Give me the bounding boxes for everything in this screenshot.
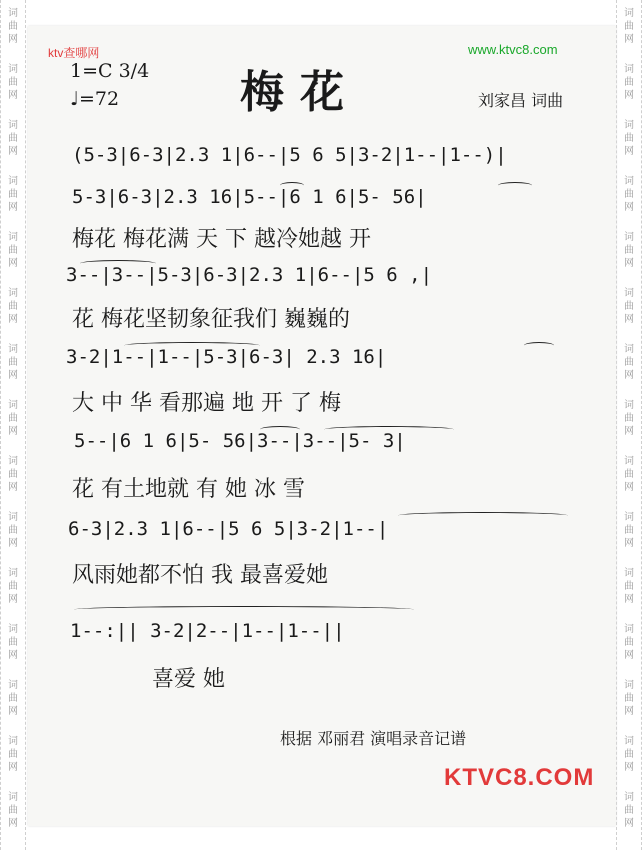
lyrics-line: 喜爱 她 (152, 667, 225, 692)
watermark-glyph: 网 (624, 650, 634, 661)
watermark-glyph: 词 (8, 120, 18, 131)
watermark-glyph: 词 (624, 120, 634, 131)
watermark-glyph: 网 (8, 426, 18, 437)
watermark-glyph: 词 (8, 512, 18, 523)
watermark-glyph: 曲 (8, 637, 18, 648)
watermark-glyph: 词 (624, 8, 634, 19)
watermark-glyph: 曲 (624, 301, 634, 312)
tie-arc (260, 426, 300, 433)
watermark-glyph: 曲 (8, 413, 18, 424)
watermark-glyph: 曲 (624, 77, 634, 88)
watermark-glyph: 网 (8, 594, 18, 605)
watermark-glyph: 曲 (624, 21, 634, 32)
watermark-glyph: 网 (624, 706, 634, 717)
watermark-glyph: 曲 (8, 525, 18, 536)
watermark-glyph: 网 (8, 706, 18, 717)
score-notes-line: 5--|6 1 6|5- 56|3--|3--|5- 3| (74, 430, 406, 452)
watermark-glyph: 词 (8, 456, 18, 467)
watermark-glyph: 曲 (624, 189, 634, 200)
watermark-glyph: 网 (8, 202, 18, 213)
watermark-glyph: 网 (8, 538, 18, 549)
watermark-glyph: 词 (624, 792, 634, 803)
lyrics-line: 花 梅花坚韧象征我们 巍巍的 (72, 307, 350, 332)
watermark-glyph: 网 (624, 482, 634, 493)
watermark-glyph: 词 (624, 512, 634, 523)
watermark-glyph: 曲 (8, 581, 18, 592)
site-logo: KTVC8.COM (444, 764, 595, 791)
watermark-glyph: 网 (624, 594, 634, 605)
watermark-glyph: 词 (8, 8, 18, 19)
watermark-glyph: 曲 (8, 357, 18, 368)
watermark-glyph: 网 (8, 90, 18, 101)
watermark-glyph: 曲 (624, 693, 634, 704)
watermark-glyph: 网 (624, 370, 634, 381)
score-notes-line: 3--|3--|5-3|6-3|2.3 1|6--|5 6 ,| (66, 264, 433, 286)
right-watermark-strip (616, 0, 642, 850)
watermark-glyph: 网 (8, 370, 18, 381)
watermark-glyph: 词 (624, 64, 634, 75)
watermark-glyph: 网 (624, 202, 634, 213)
watermark-glyph: 词 (624, 232, 634, 243)
watermark-glyph: 网 (624, 762, 634, 773)
watermark-glyph: 网 (8, 146, 18, 157)
watermark-glyph: 曲 (8, 693, 18, 704)
watermark-glyph: 词 (8, 680, 18, 691)
key-signature: 1=C 3/4 (70, 60, 150, 82)
song-title: 梅花 (240, 67, 360, 118)
watermark-glyph: 曲 (624, 357, 634, 368)
watermark-glyph: 网 (8, 34, 18, 45)
watermark-glyph: 词 (624, 400, 634, 411)
watermark-glyph: 曲 (8, 749, 18, 760)
watermark-glyph: 网 (624, 314, 634, 325)
watermark-glyph: 曲 (8, 469, 18, 480)
watermark-glyph: 词 (8, 344, 18, 355)
watermark-glyph: 词 (8, 624, 18, 635)
watermark-glyph: 曲 (8, 245, 18, 256)
watermark-glyph: 词 (8, 792, 18, 803)
tie-arc (498, 182, 532, 189)
score-notes-line: 5-3|6-3|2.3 16|5--|6 1 6|5- 56| (72, 186, 427, 208)
watermark-glyph: 词 (8, 64, 18, 75)
lyrics-line: 大 中 华 看那遍 地 开 了 梅 (72, 391, 341, 416)
watermark-glyph: 网 (8, 650, 18, 661)
watermark-glyph: 词 (8, 568, 18, 579)
watermark-glyph: 词 (8, 736, 18, 747)
tie-arc (398, 512, 568, 519)
watermark-glyph: 网 (8, 482, 18, 493)
watermark-glyph: 曲 (624, 525, 634, 536)
watermark-glyph: 网 (624, 818, 634, 829)
watermark-glyph: 曲 (8, 133, 18, 144)
watermark-glyph: 曲 (624, 469, 634, 480)
site-tag[interactable]: ktv查哪网 (48, 46, 100, 60)
repeat-bracket (74, 606, 414, 613)
tie-arc (524, 342, 554, 349)
tie-arc (324, 426, 454, 433)
watermark-glyph: 网 (624, 90, 634, 101)
watermark-glyph: 网 (8, 762, 18, 773)
watermark-glyph: 网 (8, 818, 18, 829)
watermark-glyph: 曲 (8, 189, 18, 200)
tie-arc (280, 182, 304, 189)
watermark-glyph: 曲 (8, 77, 18, 88)
score-notes-line: 3-2|1--|1--|5-3|6-3| 2.3 16| (66, 346, 387, 368)
tie-arc (80, 260, 156, 267)
watermark-glyph: 网 (624, 258, 634, 269)
tie-arc (124, 342, 260, 349)
watermark-glyph: 曲 (624, 245, 634, 256)
watermark-glyph: 曲 (624, 805, 634, 816)
watermark-glyph: 词 (624, 344, 634, 355)
watermark-glyph: 曲 (624, 637, 634, 648)
score-notes-line: (5-3|6-3|2.3 1|6--|5 6 5|3-2|1--|1--)| (72, 144, 507, 166)
watermark-glyph: 网 (624, 146, 634, 157)
watermark-glyph: 词 (624, 680, 634, 691)
score-notes-line: 6-3|2.3 1|6--|5 6 5|3-2|1--| (68, 518, 389, 540)
watermark-glyph: 网 (624, 426, 634, 437)
tempo-marking: ♩=72 (70, 88, 120, 110)
watermark-glyph: 曲 (624, 581, 634, 592)
watermark-glyph: 网 (8, 314, 18, 325)
watermark-glyph: 词 (624, 288, 634, 299)
watermark-glyph: 词 (624, 736, 634, 747)
left-watermark-strip (0, 0, 26, 850)
watermark-glyph: 曲 (624, 133, 634, 144)
watermark-glyph: 词 (8, 176, 18, 187)
watermark-glyph: 词 (8, 288, 18, 299)
watermark-glyph: 网 (624, 34, 634, 45)
watermark-glyph: 词 (624, 624, 634, 635)
watermark-glyph: 网 (8, 258, 18, 269)
watermark-glyph: 词 (624, 568, 634, 579)
watermark-glyph: 词 (624, 176, 634, 187)
watermark-glyph: 曲 (624, 413, 634, 424)
score-sheet (28, 26, 616, 826)
watermark-glyph: 网 (624, 538, 634, 549)
watermark-glyph: 词 (8, 400, 18, 411)
composer-credit: 刘家昌 词曲 (478, 91, 564, 110)
site-url[interactable]: www.ktvc8.com (468, 42, 558, 57)
watermark-glyph: 曲 (8, 21, 18, 32)
score-notes-line: 1--:|| 3-2|2--|1--|1--|| (70, 620, 345, 642)
watermark-glyph: 曲 (8, 805, 18, 816)
lyrics-line: 风雨她都不怕 我 最喜爱她 (72, 563, 328, 588)
watermark-glyph: 词 (8, 232, 18, 243)
transcription-note: 根据 邓丽君 演唱录音记谱 (280, 729, 467, 748)
watermark-glyph: 曲 (8, 301, 18, 312)
watermark-glyph: 曲 (624, 749, 634, 760)
watermark-glyph: 词 (624, 456, 634, 467)
lyrics-line: 梅花 梅花满 天 下 越冷她越 开 (72, 227, 371, 252)
lyrics-line: 花 有土地就 有 她 冰 雪 (72, 477, 305, 502)
